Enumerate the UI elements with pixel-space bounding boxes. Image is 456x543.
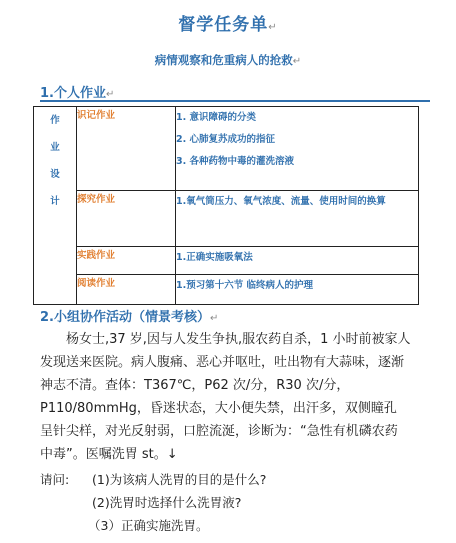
title-text: 督学任务单 — [178, 15, 269, 35]
section-heading-individual — [40, 82, 114, 101]
category-char: 计 — [50, 196, 60, 207]
case-line: 呈针尖样，对光反射弱，口腔流涎，诊断为：“急性有机磷农药 — [40, 424, 398, 439]
question-item: (1)为该病人洗胃的目的是什么? — [92, 472, 267, 487]
case-line: 杨女士,37 岁,因与人发生争执,服农药自杀，1 小时前被家人 — [66, 332, 411, 347]
homework-items-cell — [176, 191, 419, 247]
question-item: (2)洗胃时选择什么洗胃液? — [92, 495, 242, 510]
section-heading-text: 1.个人作业 — [40, 86, 106, 101]
page-subtitle — [0, 52, 456, 68]
section-heading-group — [40, 306, 218, 325]
case-line: 发现送来医院。病人腹痛、恶心并呕吐，吐出物有大蒜味，逐渐 — [40, 355, 405, 370]
case-line: P110/80mmHg，昏迷状态，大小便失禁，出汗多，双侧瞳孔 — [40, 401, 397, 416]
homework-type: 实践作业 — [77, 250, 116, 261]
homework-item: 2. 心肺复苏成功的指征 — [176, 134, 276, 145]
homework-type: 探究作业 — [77, 194, 116, 205]
question-item: （3）正确实施洗胃。 — [88, 518, 209, 533]
homework-item: 1.正确实施吸氧法 — [176, 252, 253, 263]
page-title — [0, 10, 456, 35]
homework-item: 1.氧气筒压力、氧气浓度、流量、使用时间的换算 — [176, 196, 386, 207]
category-char: 业 — [50, 142, 60, 153]
category-char: 设 — [50, 169, 60, 180]
homework-items-cell — [176, 275, 419, 305]
homework-items-cell — [176, 107, 419, 191]
heading-underline — [40, 100, 430, 102]
homework-type: 阅读作业 — [77, 278, 116, 289]
category-char: 作 — [50, 115, 60, 126]
paragraph-mark: ↵ — [292, 56, 302, 67]
case-line: 中毒”。医嘱洗胃 st。↓ — [40, 447, 178, 462]
section-heading-text: 2.小组协作活动（情景考核） — [40, 310, 210, 325]
homework-type-cell — [77, 247, 176, 275]
homework-type-cell — [77, 275, 176, 305]
case-paragraph — [40, 328, 440, 466]
paragraph-mark: ↵ — [209, 313, 219, 324]
homework-item: 3. 各种药物中毒的灌洗溶液 — [176, 156, 295, 167]
homework-item: 1. 意识障碍的分类 — [176, 112, 257, 123]
homework-type: 识记作业 — [77, 110, 116, 121]
category-cell — [34, 107, 77, 305]
homework-type-cell — [77, 107, 176, 191]
homework-items-cell — [176, 247, 419, 275]
subtitle-text: 病情观察和危重病人的抢救 — [154, 53, 293, 67]
homework-type-cell — [77, 191, 176, 247]
paragraph-mark: ↵ — [105, 89, 115, 100]
homework-item: 1.预习第十六节 临终病人的护理 — [176, 280, 314, 291]
paragraph-mark: ↵ — [268, 22, 278, 33]
homework-table — [33, 106, 419, 305]
questions-label: 请问: — [40, 472, 70, 487]
case-line: 神志不清。查体：T367℃，P62 次/分，R30 次/分， — [40, 378, 350, 393]
